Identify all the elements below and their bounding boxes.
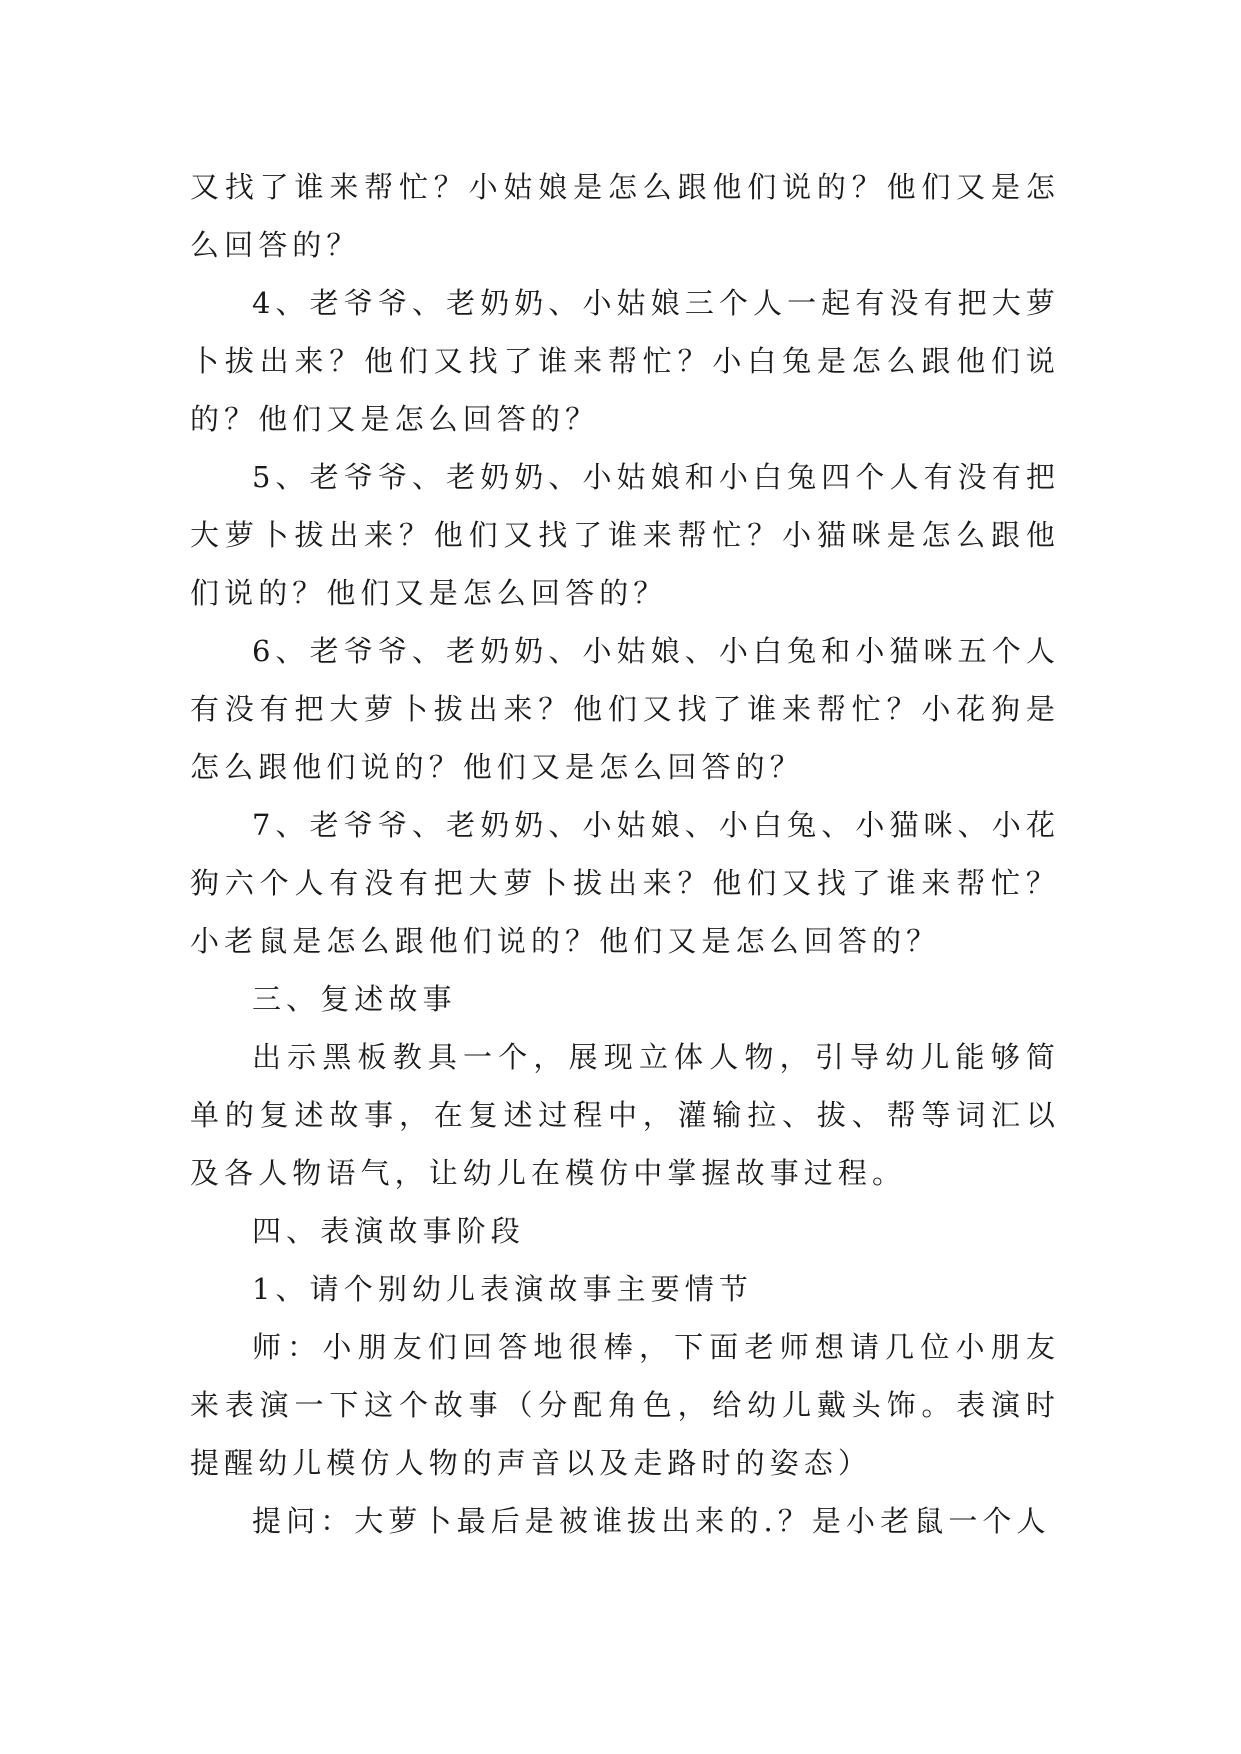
paragraph-question-5: 5、老爷爷、老奶奶、小姑娘和小白兔四个人有没有把大萝卜拔出来？他们又找了谁来帮忙？小猫咪是怎么跟他们说的？他们又是怎么回答的？ (190, 460, 1060, 610)
paragraph-question-4: 4、老爷爷、老奶奶、小姑娘三个人一起有没有把大萝卜拔出来？他们又找了谁来帮忙？小白兔是怎么跟他们说的？他们又是怎么回答的？ (190, 286, 1060, 436)
section-heading-perform: 四、表演故事阶段 (252, 1214, 525, 1248)
paragraph-retell: 出示黑板教具一个，展现立体人物，引导幼儿能够简单的复述故事，在复述过程中，灌输拉、拔、帮等词汇以及各人物语气，让幼儿在模仿中掌握故事过程。 (190, 1040, 1060, 1190)
paragraph-question-7: 7、老爷爷、老奶奶、小姑娘、小白兔、小猫咪、小花狗六个人有没有把大萝卜拔出来？他们又找了谁来帮忙？小老鼠是怎么跟他们说的？他们又是怎么回答的？ (190, 808, 1060, 958)
section-heading-retell: 三、复述故事 (252, 982, 457, 1016)
paragraph-continuation: 又找了谁来帮忙？小姑娘是怎么跟他们说的？他们又是怎么回答的？ (190, 170, 1060, 262)
paragraph-question-final: 提问：大萝卜最后是被谁拔出来的.？是小老鼠一个人 (252, 1504, 1051, 1538)
paragraph-teacher: 师：小朋友们回答地很棒，下面老师想请几位小朋友来表演一下这个故事（分配角色，给幼儿戴头饰。表演时提醒幼儿模仿人物的声音以及走路时的姿态） (190, 1330, 1060, 1480)
document-body (190, 158, 1060, 1550)
subheading-perform-1: 1、请个别幼儿表演故事主要情节 (252, 1272, 753, 1306)
paragraph-question-6: 6、老爷爷、老奶奶、小姑娘、小白兔和小猫咪五个人有没有把大萝卜拔出来？他们又找了谁来帮忙？小花狗是怎么跟他们说的？他们又是怎么回答的？ (190, 634, 1060, 784)
